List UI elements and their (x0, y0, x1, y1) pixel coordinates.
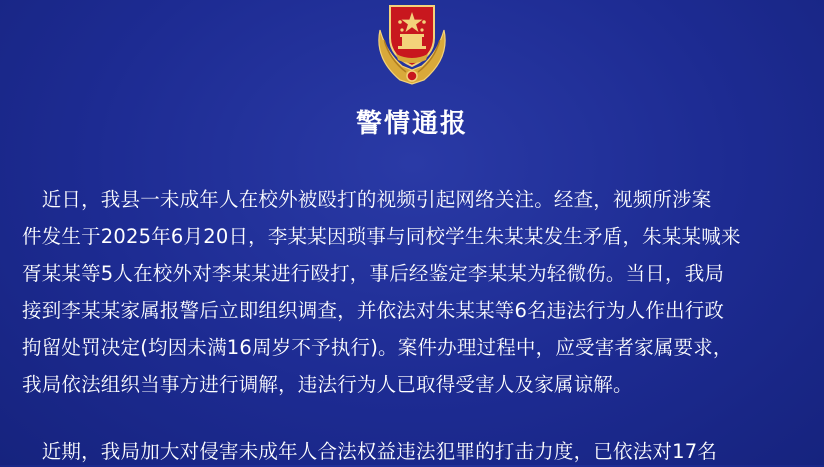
paragraph1-line-3: 胥某某等5人在校外对李某某进行殴打，事后经鉴定李某某为轻微伤。当日，我局 (22, 262, 725, 285)
paragraph1-line-6: 我局依法组织当事方进行调解，违法行为人已取得受害人及家属谅解。 (22, 373, 633, 396)
paragraph1-line-4: 接到李某某家属报警后立即组织调查，并依法对朱某某等6名违法行为人作出行政 (22, 299, 725, 322)
paragraph1-line-5: 拘留处罚决定(均因未满16周岁不予执行)。案件办理过程中，应受害者家属要求， (22, 336, 733, 359)
notice-title: 警情通报 (355, 109, 468, 139)
paragraph1-line-1: 近日，我县一未成年人在校外被殴打的视频引起网络关注。经查，视频所涉案 (22, 188, 712, 211)
paragraph1-line-2: 件发生于2025年6月20日，李某某因琐事与同校学生朱某某发生矛盾，朱某某喊来 (22, 225, 741, 248)
paragraph2-line-1: 近期，我局加大对侵害未成年人合法权益违法犯罪的打击力度，已依法对17名 (22, 440, 718, 463)
police-emblem-icon (360, 0, 464, 88)
